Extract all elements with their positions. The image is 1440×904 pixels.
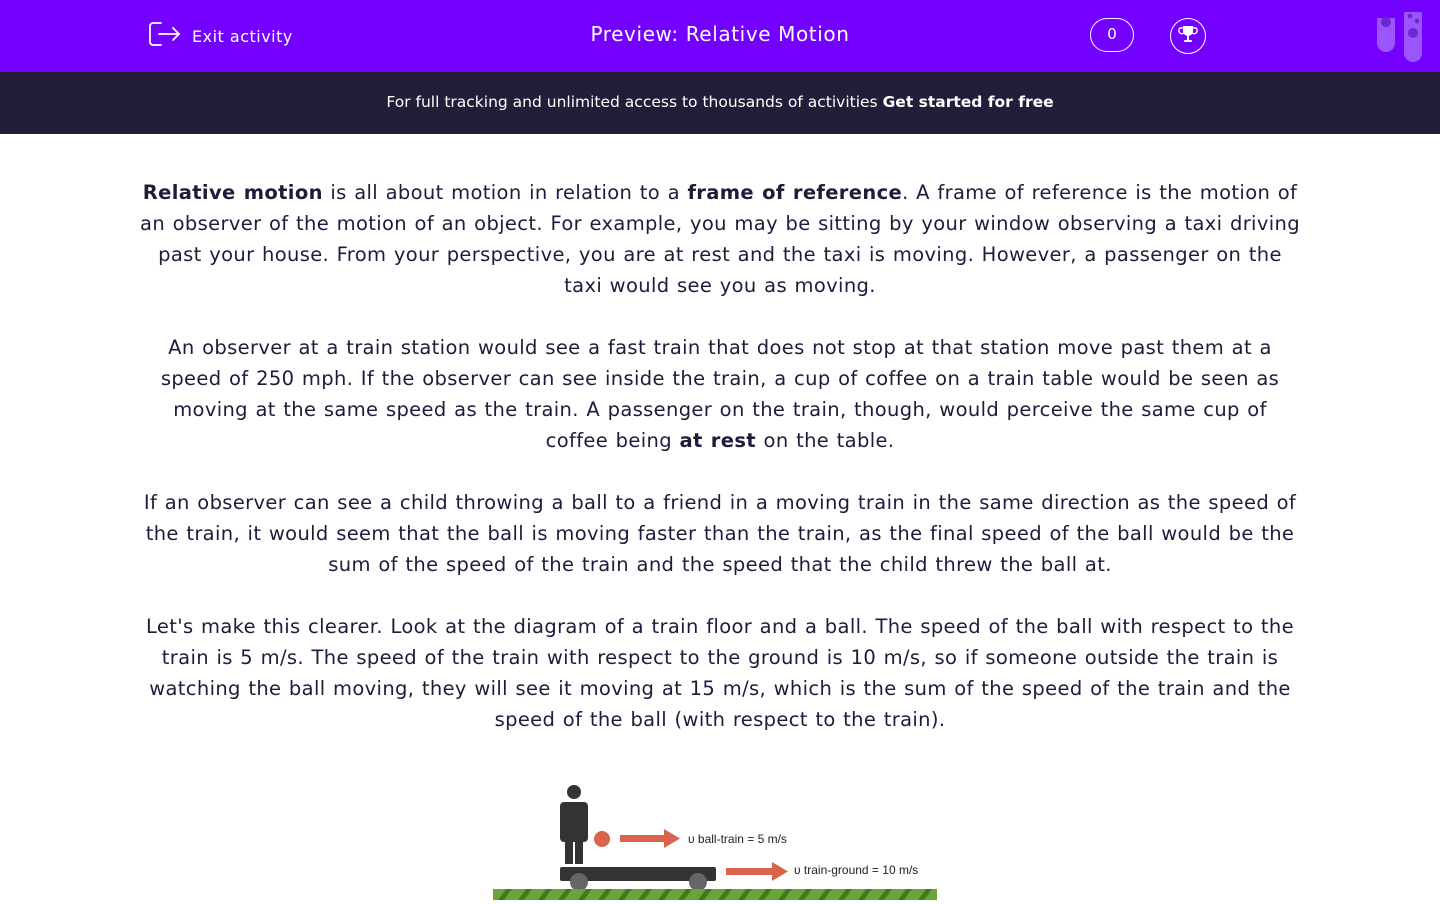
ball [594,831,610,847]
paragraph-2-text-b: on the table. [755,429,895,452]
train-velocity-label: υ train-ground = 10 m/s [794,863,919,877]
exit-icon [148,20,182,52]
term-at-rest: at rest [679,429,756,452]
ground-strip [493,889,937,900]
exit-activity-button[interactable] [148,22,293,50]
train-diagram [468,768,968,900]
train-wheel-left [570,873,588,891]
paragraph-2 [140,332,1300,456]
paragraph-1-text-b: . A frame of reference is the motion of an observer of the motion of an object. For example, you may be sitting by your window observing a taxi driving past your house. From your perspective, you are at rest and the taxi is moving. However, a passenger on the taxi would see you as moving. [140,181,1300,297]
trophy-button[interactable] [1170,18,1206,54]
trophy-icon [1177,23,1199,49]
train-velocity-arrow [726,862,788,881]
paragraph-1-text-a: is all about motion in relation to a [322,181,688,204]
train-wheel-right [689,873,707,891]
get-started-link[interactable]: Get started for free [882,93,1054,111]
banner-text: For full tracking and unlimited access to thousands of activities [386,93,883,111]
page-title: Preview: Relative Motion [590,22,850,46]
paragraph-1 [140,177,1300,301]
upgrade-banner [0,72,1440,134]
paragraph-2-text-a: An observer at a train station would see a fast train that does not stop at that station move past them at a speed of 250 mph. If the observer can see inside the train, a cup of coffee on a train table would be seen as moving at the same speed as the train. A passenger on the train, though, would perceive the same cup of coffee being [160,336,1280,452]
term-relative-motion: Relative motion [142,181,323,204]
exit-activity-label: Exit activity [192,26,293,46]
paragraph-4: Let's make this clearer. Look at the diagram of a train floor and a ball. The speed of the ball with respect to the train is 5 m/s. The speed of the train with respect to the ground is 10 m/s, so if someone outside the train is watching the ball moving, they will see it moving at 15 m/s, which is the sum of the speed of the train and the speed of the ball (with respect to the train). [146,615,1294,731]
ball-velocity-arrow [620,829,680,848]
term-frame-of-reference: frame of reference [687,181,903,204]
lesson-content [140,177,1300,766]
paragraph-3: If an observer can see a child throwing a ball to a friend in a moving train in the same direction as the speed of the train, it would seem that the ball is moving faster than the train, as the final speed of the ball would be the sum of the speed of the train and the speed that the child threw the ball at. [143,491,1297,576]
ball-velocity-label: υ ball-train = 5 m/s [688,832,787,846]
brand-logo-icon [1372,6,1426,64]
person-figure [560,785,588,864]
top-bar [0,0,1440,72]
score-counter: 0 [1090,18,1134,52]
